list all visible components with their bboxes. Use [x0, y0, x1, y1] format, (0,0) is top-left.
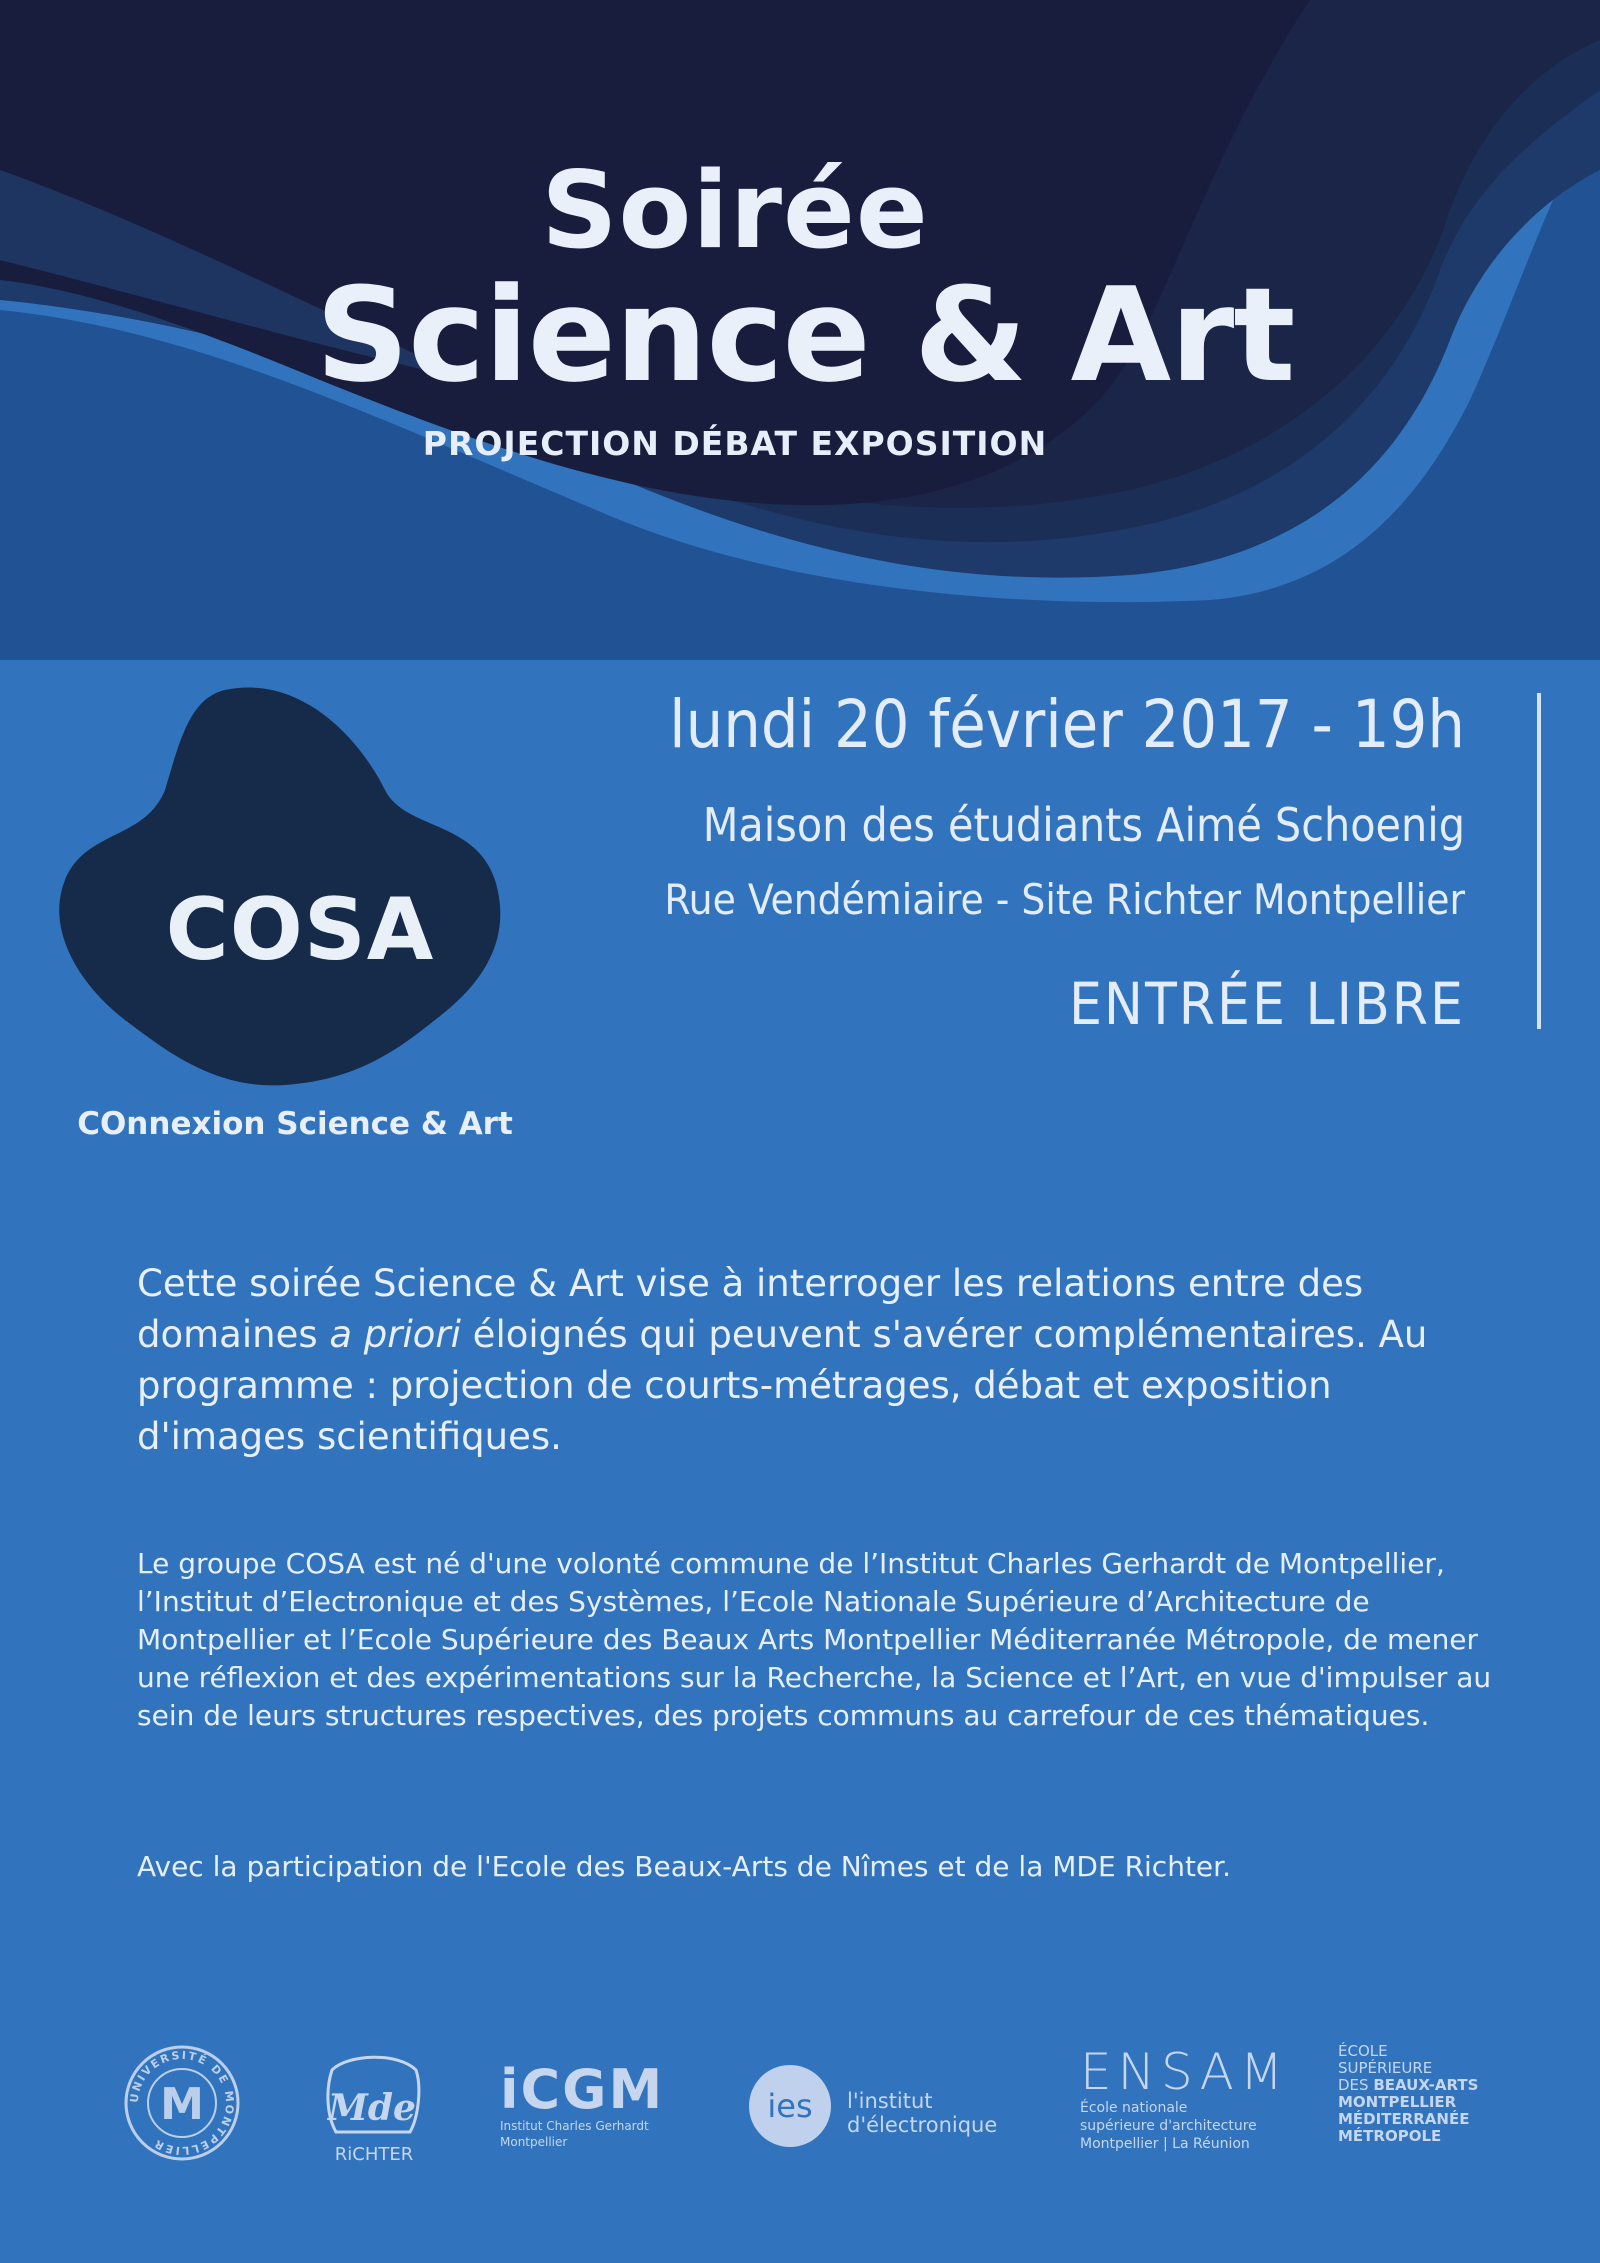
icgm-subtitle: Institut Charles Gerhardt Montpellier [500, 2119, 649, 2149]
icgm-mark: iCGM [500, 2058, 665, 2121]
esba-line-6: MÉTROPOLE [1338, 2127, 1442, 2145]
title-line-2: Science & Art [315, 259, 1295, 411]
esba-line-2: SUPÉRIEURE [1338, 2059, 1433, 2077]
svg-text:RiCHTER: RiCHTER [334, 2144, 414, 2165]
esba-line-4: MONTPELLIER [1338, 2093, 1457, 2111]
icgm-logo [500, 2058, 680, 2149]
svg-text:M: M [160, 2079, 204, 2130]
university-seal-icon [122, 2043, 242, 2163]
svg-text:Mde: Mde [328, 2087, 416, 2129]
vertical-divider [1537, 693, 1541, 1029]
universite-montpellier-logo [122, 2043, 242, 2163]
esba-logo [1338, 2043, 1518, 2173]
ies-circle-icon [747, 2063, 833, 2149]
ensam-line-2: supérieure d'architecture [1080, 2118, 1257, 2134]
intro-emphasis: a priori [329, 1313, 461, 1356]
entry-free: ENTRÉE LIBRE [1068, 970, 1465, 1038]
esba-line-5: MÉDITERRANÉE [1338, 2110, 1470, 2128]
subtitle: PROJECTION DÉBAT EXPOSITION [422, 424, 1048, 463]
cosa-description: Le groupe COSA est né d'une volonté commune de l’Institut Charles Gerhardt de Montpellier, l’Institut d’Electronique et des Systèmes, l’Ecole Nationale Supérieure d’Architecture de Montpellier et l’Ecole Supérieure des Beaux Arts Montpellier Méditerranée Métropole, de mener une réflexion et des expérimentations sur la Recherche, la Science et l’Art, en vue d'impulser au sein de leurs structures respectives, des projets communs au carrefour de ces thématiques. [137, 1547, 1492, 1732]
esba-line-1: ÉCOLE [1338, 2042, 1388, 2060]
participation-note: Avec la participation de l'Ecole des Beaux-Arts de Nîmes et de la MDE Richter. [137, 1850, 1231, 1883]
ensam-logo [1080, 2043, 1290, 2165]
event-date: lundi 20 février 2017 - 19h [669, 686, 1465, 763]
intro-text-1: Cette soirée Science & Art vise à interroger les relations entre des domaines [137, 1262, 1364, 1356]
ensam-line-3: Montpellier | La Réunion [1080, 2136, 1250, 2152]
esba-line-3a: DES [1338, 2076, 1374, 2094]
ies-logo [747, 2063, 1007, 2149]
ies-line-2: d'électronique [847, 2113, 998, 2137]
cosa-logo-text: COSA [165, 880, 435, 980]
ensam-line-1: École nationale [1080, 2100, 1188, 2116]
esba-line-3b: BEAUX-ARTS [1373, 2076, 1479, 2094]
mde-richter-logo [318, 2048, 428, 2168]
event-street: Rue Vendémiaire - Site Richter Montpellier [664, 875, 1465, 924]
title-line-1: Soirée [541, 149, 929, 272]
mde-logo-icon [318, 2048, 428, 2168]
ensam-mark: ENSAM [1080, 2043, 1290, 2101]
intro-text-2: éloignés qui peuvent s'avérer complémentaires. Au programme : projection de courts-métrages, débat et exposition d'images scientifiques. [137, 1313, 1428, 1458]
cosa-tagline: COnnexion Science & Art [77, 1106, 513, 1142]
intro-paragraph [137, 1258, 1477, 1462]
event-venue: Maison des étudiants Aimé Schoenig [702, 798, 1465, 852]
svg-text:ies: ies [767, 2087, 813, 2125]
ies-line-1: l'institut [847, 2089, 933, 2113]
svg-text:UNIVERSITÉ DE MONTPELLIER: UNIVERSITÉ DE MONTPELLIER [127, 2048, 237, 2158]
